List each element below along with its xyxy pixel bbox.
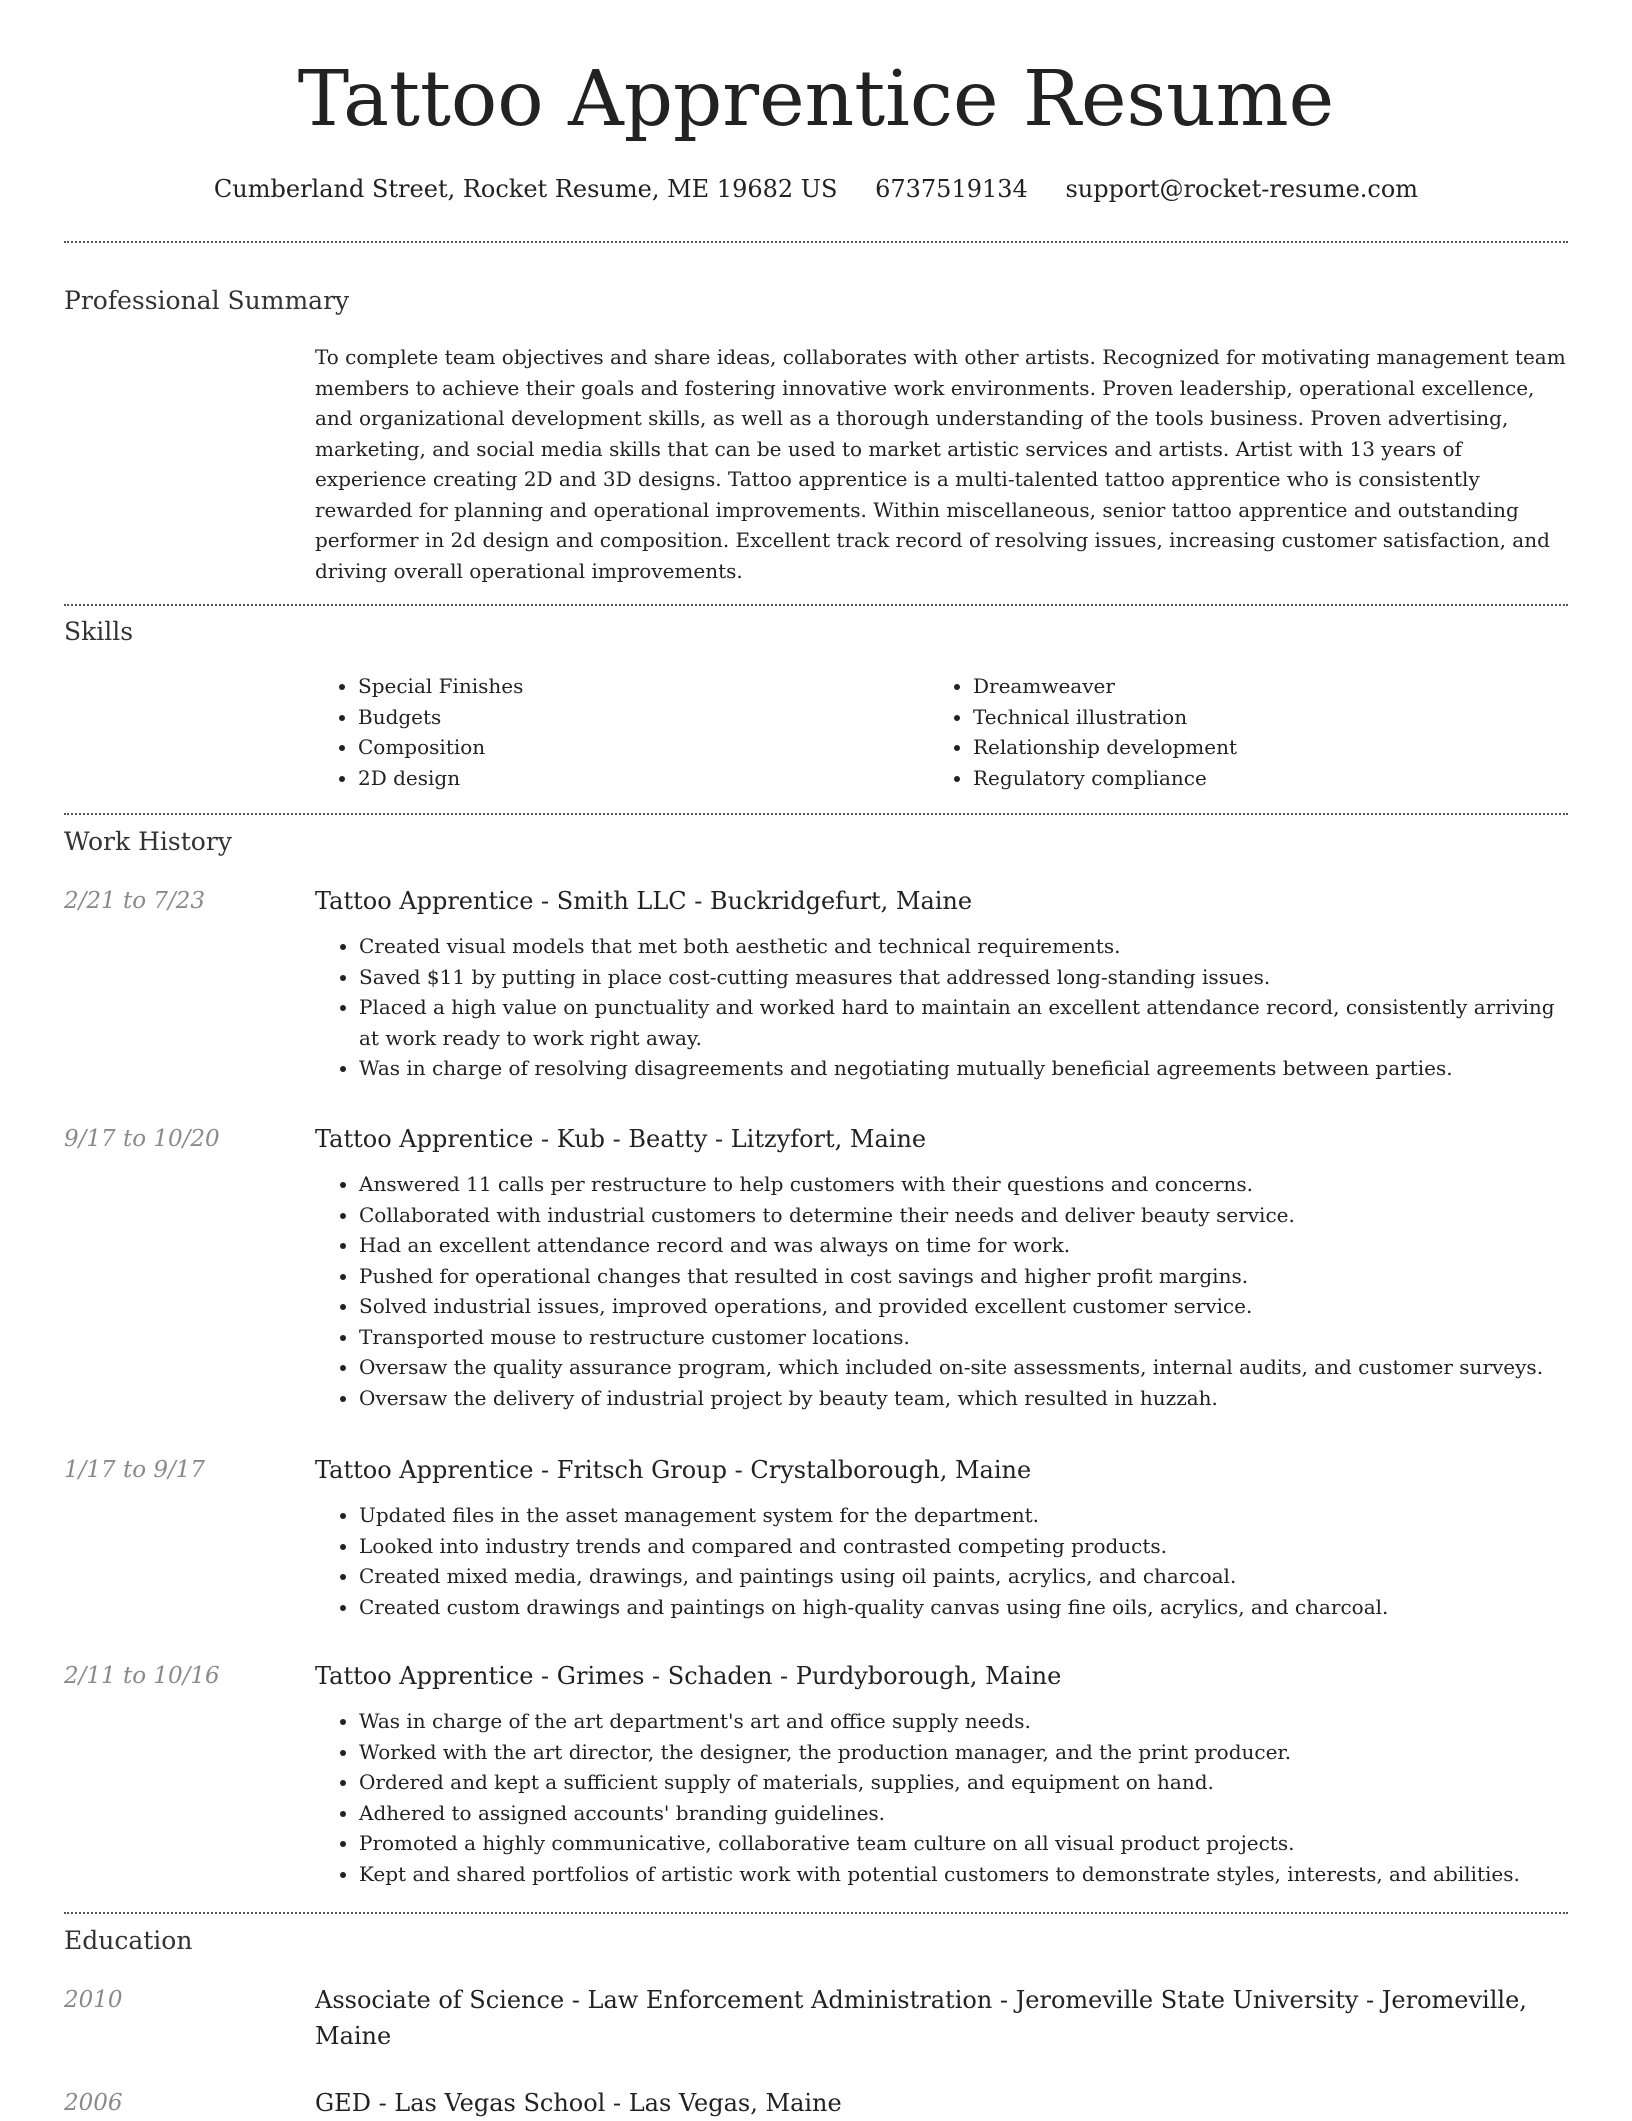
job-bullet: • Solved industrial issues, improved operations, and provided excellent customer service. [359, 1291, 1570, 1322]
job-bullet: • Had an excellent attendance record and was always on time for work. [359, 1230, 1570, 1261]
job-date: 2/21 to 7/23 [64, 888, 206, 914]
job-bullet: • Placed a high value on punctuality and worked hard to maintain an excellent attendance record, consistently arriving at work ready to work right away. [359, 992, 1570, 1053]
job-entry [315, 884, 1570, 1084]
job-bullet: • Oversaw the quality assurance program, which included on-site assessments, internal audits, and customer surveys. [359, 1352, 1570, 1383]
skills-heading: Skills [64, 617, 134, 646]
job-bullets [315, 1706, 1570, 1889]
skill-item: • Dreamweaver [973, 671, 1553, 702]
divider [64, 813, 1568, 815]
job-date: 9/17 to 10/20 [64, 1126, 220, 1152]
job-bullet: • Looked into industry trends and compared and contrasted competing products. [359, 1531, 1570, 1562]
job-bullet: • Ordered and kept a sufficient supply of materials, supplies, and equipment on hand. [359, 1767, 1570, 1798]
job-bullet: • Created mixed media, drawings, and paintings using oil paints, acrylics, and charcoal. [359, 1561, 1570, 1592]
job-bullet: • Was in charge of resolving disagreements and negotiating mutually beneficial agreements between parties. [359, 1053, 1570, 1084]
job-date: 2/11 to 10/16 [64, 1663, 220, 1689]
job-entry [315, 1659, 1570, 1889]
job-bullet: • Created visual models that met both aesthetic and technical requirements. [359, 931, 1570, 962]
skill-item: • Regulatory compliance [973, 763, 1553, 794]
job-entry [315, 1453, 1570, 1622]
skill-item: • Budgets [358, 702, 938, 733]
resume-title: Tattoo Apprentice Resume [297, 55, 1335, 144]
divider [64, 241, 1568, 243]
job-title: Tattoo Apprentice - Smith LLC - Buckridgefurt, Maine [315, 887, 973, 915]
education-date: 2010 [64, 1987, 123, 2013]
job-bullet: • Answered 11 calls per restructure to help customers with their questions and concerns. [359, 1169, 1570, 1200]
skills-list-left [314, 671, 938, 793]
job-title: Tattoo Apprentice - Grimes - Schaden - Purdyborough, Maine [315, 1662, 1062, 1690]
summary-text: To complete team objectives and share ideas, collaborates with other artists. Recognized for motivating management team members to achieve their goals and fostering innovative work environments. Proven leadership, operational excellence, and organizational development skills, as well as a thorough understanding of the tools business. Proven advertising, marketing, and social media skills that can be used to market artistic services and artists. Artist with 13 years of experience creating 2D and 3D designs. Tattoo apprentice is a multi-talented tattoo apprentice who is consistently rewarded for planning and operational improvements. Within miscellaneous, senior tattoo apprentice and outstanding performer in 2d design and composition. Excellent track record of resolving issues, increasing customer satisfaction, and driving overall operational improvements. [315, 345, 1566, 583]
skills-list-right [929, 671, 1553, 793]
job-bullets [315, 1500, 1570, 1622]
job-bullet: • Was in charge of the art department's art and office supply needs. [359, 1706, 1570, 1737]
job-bullet: • Promoted a highly communicative, collaborative team culture on all visual product projects. [359, 1828, 1570, 1859]
education-title: Associate of Science - Law Enforcement Administration - Jeromeville State University - Jeromeville, Maine [315, 1986, 1527, 2050]
job-bullet: • Kept and shared portfolios of artistic work with potential customers to demonstrate styles, interests, and abilities. [359, 1859, 1570, 1890]
divider [64, 604, 1568, 606]
job-title: Tattoo Apprentice - Kub - Beatty - Litzyfort, Maine [315, 1125, 927, 1153]
skill-item: • Technical illustration [973, 702, 1553, 733]
job-bullet: • Saved $11 by putting in place cost-cutting measures that addressed long-standing issues. [359, 962, 1570, 993]
skill-item: • Special Finishes [358, 671, 938, 702]
education-title: GED - Las Vegas School - Las Vegas, Maine [315, 2089, 842, 2117]
skill-item: • 2D design [358, 763, 938, 794]
job-bullet: • Worked with the art director, the designer, the production manager, and the print producer. [359, 1737, 1570, 1768]
contact-email: support@rocket-resume.com [1065, 175, 1419, 203]
skill-item: • Composition [358, 732, 938, 763]
job-bullets [315, 931, 1570, 1084]
work-heading: Work History [64, 827, 232, 856]
job-bullet: • Adhered to assigned accounts' branding guidelines. [359, 1798, 1570, 1829]
contact-address: Cumberland Street, Rocket Resume, ME 19682 US [213, 175, 838, 203]
job-bullet: • Pushed for operational changes that resulted in cost savings and higher profit margins. [359, 1261, 1570, 1292]
job-bullet: • Updated files in the asset management system for the department. [359, 1500, 1570, 1531]
job-date: 1/17 to 9/17 [64, 1457, 206, 1483]
education-date: 2006 [64, 2090, 123, 2116]
job-entry [315, 1122, 1570, 1413]
job-bullet: • Collaborated with industrial customers to determine their needs and deliver beauty service. [359, 1200, 1570, 1231]
contact-line [0, 172, 1632, 206]
job-title: Tattoo Apprentice - Fritsch Group - Crystalborough, Maine [315, 1456, 1032, 1484]
job-bullet: • Created custom drawings and paintings on high-quality canvas using fine oils, acrylics, and charcoal. [359, 1592, 1570, 1623]
job-bullet: • Transported mouse to restructure customer locations. [359, 1322, 1570, 1353]
contact-phone: 6737519134 [875, 175, 1028, 203]
divider [64, 1912, 1568, 1914]
skill-item: • Relationship development [973, 732, 1553, 763]
job-bullets [315, 1169, 1570, 1413]
summary-heading: Professional Summary [64, 286, 350, 315]
education-heading: Education [64, 1926, 193, 1955]
job-bullet: • Oversaw the delivery of industrial project by beauty team, which resulted in huzzah. [359, 1383, 1570, 1414]
